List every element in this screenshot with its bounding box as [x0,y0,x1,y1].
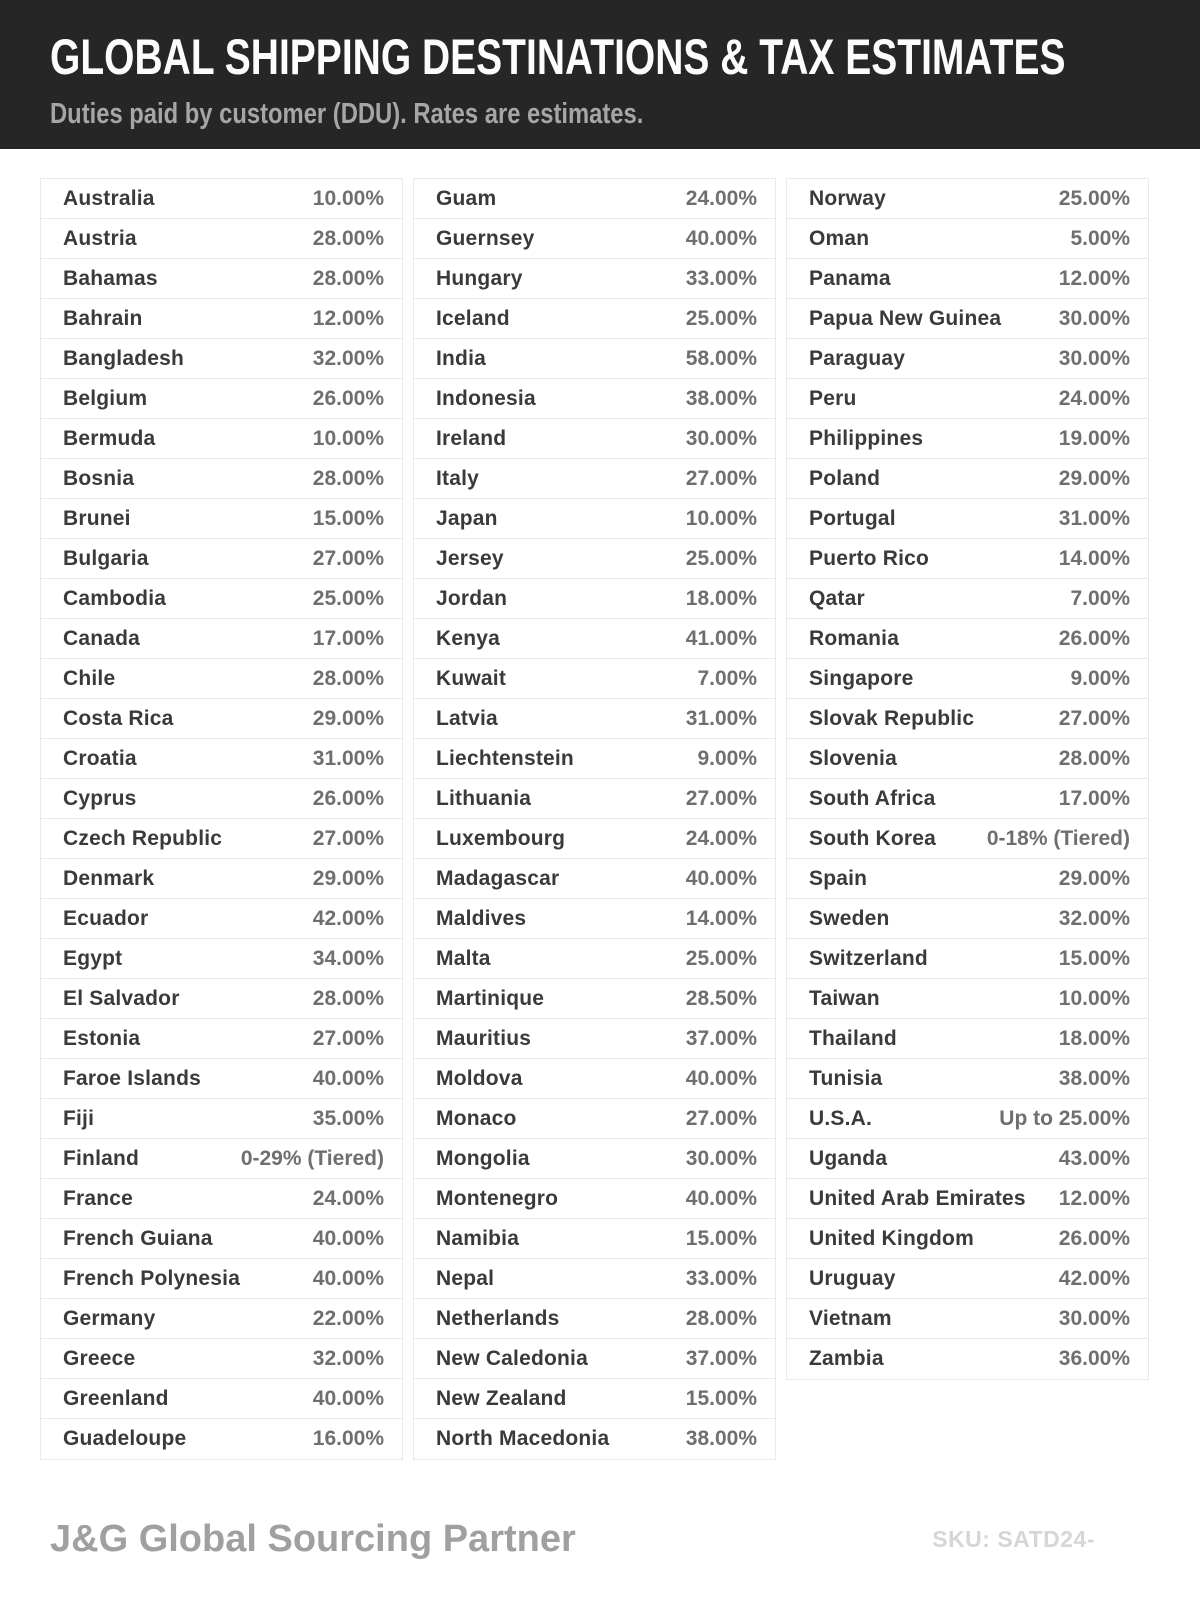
rate-value: 40.00% [685,1186,757,1210]
rate-row [787,1339,1148,1379]
rate-row [41,819,402,859]
country-name: Switzerland [809,946,928,970]
rate-row [414,1299,775,1339]
rate-row [41,1099,402,1139]
rate-value: 38.00% [685,1427,757,1450]
rate-value: 22.00% [312,1306,384,1330]
country-name: Cambodia [63,586,167,610]
rate-value: 15.00% [1058,946,1130,970]
country-name: Netherlands [436,1306,560,1330]
country-name: Liechtenstein [436,746,574,770]
brand-name: J&G Global Sourcing Partner [50,1518,576,1560]
rate-value: 30.00% [685,426,757,450]
rate-value: 58.00% [685,346,757,370]
country-name: Costa Rica [63,706,174,730]
country-name: Australia [63,186,155,210]
country-name: Jersey [436,546,504,570]
country-name: Namibia [436,1226,520,1250]
rate-value: 10.00% [312,426,384,450]
rate-row [41,779,402,819]
country-name: Fiji [63,1106,95,1130]
country-name: Guam [436,186,497,210]
rate-row [41,219,402,259]
rate-row [414,1219,775,1259]
rate-row [787,179,1148,219]
rate-row [41,579,402,619]
rate-value: 30.00% [685,1146,757,1170]
country-name: Slovenia [809,746,897,770]
header-banner [0,0,1200,149]
rate-row [414,1019,775,1059]
rate-value: 30.00% [1058,1306,1130,1330]
rate-row [414,499,775,539]
country-name: Ireland [436,426,507,450]
country-name: Brunei [63,506,131,530]
country-name: Bahamas [63,266,158,290]
rate-value: 27.00% [685,786,757,810]
rate-value: 25.00% [685,546,757,570]
rate-row [414,979,775,1019]
rate-value: 28.00% [312,266,384,290]
rate-row [787,1099,1148,1139]
rate-value: 29.00% [312,866,384,890]
country-name: Croatia [63,746,137,770]
country-name: Bosnia [63,466,135,490]
country-name: Faroe Islands [63,1066,201,1090]
rate-value: 26.00% [1058,626,1130,650]
rate-row [41,299,402,339]
country-name: Tunisia [809,1066,883,1090]
rate-row [787,1219,1148,1259]
country-name: North Macedonia [436,1427,610,1450]
rate-value: 25.00% [685,946,757,970]
rate-row [41,859,402,899]
rate-row [414,1259,775,1299]
country-name: Mauritius [436,1026,532,1050]
rate-row [41,499,402,539]
rate-row [787,659,1148,699]
rate-row [414,939,775,979]
rate-value: 32.00% [312,1346,384,1370]
rate-row [787,699,1148,739]
rate-row [787,1019,1148,1059]
rate-value: 28.00% [685,1306,757,1330]
country-name: United Kingdom [809,1226,974,1250]
country-name: Montenegro [436,1186,559,1210]
rate-row [787,339,1148,379]
rate-value: 34.00% [312,946,384,970]
rate-value: 25.00% [1058,186,1130,210]
country-name: Papua New Guinea [809,306,1002,330]
rate-value: 31.00% [685,706,757,730]
rate-value: 24.00% [312,1186,384,1210]
rate-value: 43.00% [1058,1146,1130,1170]
country-name: Paraguay [809,346,906,370]
country-name: United Arab Emirates [809,1186,1026,1210]
rate-row [414,899,775,939]
rate-row [41,1139,402,1179]
rate-value: 25.00% [312,586,384,610]
country-name: Romania [809,626,900,650]
rate-row [787,379,1148,419]
rate-row [414,859,775,899]
rate-value: 27.00% [685,1106,757,1130]
country-name: Spain [809,866,868,890]
rate-row [414,1339,775,1379]
rate-value: 27.00% [1058,706,1130,730]
country-name: Canada [63,626,141,650]
rate-value: 30.00% [1058,306,1130,330]
country-name: Monaco [436,1106,517,1130]
country-name: Taiwan [809,986,880,1010]
country-name: Chile [63,666,116,690]
rate-row [414,459,775,499]
rate-value: 29.00% [1058,466,1130,490]
country-name: India [436,346,487,370]
country-name: Kuwait [436,666,507,690]
rate-row [787,859,1148,899]
rate-row [41,739,402,779]
rate-value: 40.00% [312,1386,384,1410]
country-name: Ecuador [63,906,149,930]
rate-value: 24.00% [1058,386,1130,410]
rate-value: 28.00% [312,986,384,1010]
rate-row [787,779,1148,819]
rate-row [414,419,775,459]
rate-value: 29.00% [312,706,384,730]
country-name: French Polynesia [63,1266,241,1290]
rate-row [787,819,1148,859]
country-name: Jordan [436,586,508,610]
country-name: Lithuania [436,786,532,810]
rate-value: 30.00% [1058,346,1130,370]
rate-value: 24.00% [685,826,757,850]
rate-value: 40.00% [312,1066,384,1090]
rate-row [787,1299,1148,1339]
rate-row [41,1059,402,1099]
country-name: Japan [436,506,498,530]
rate-row [787,499,1148,539]
rate-value: 40.00% [685,1066,757,1090]
rate-row [787,739,1148,779]
country-name: Vietnam [809,1306,892,1330]
rate-value: 9.00% [697,746,757,770]
rate-row [787,579,1148,619]
rate-value: 7.00% [697,666,757,690]
rate-value: Up to 25.00% [999,1106,1130,1130]
rate-value: 37.00% [685,1346,757,1370]
rate-value: 31.00% [312,746,384,770]
footer [50,1518,1095,1561]
rate-row [41,1019,402,1059]
rate-value: 10.00% [685,506,757,530]
country-name: Bahrain [63,306,143,330]
rate-value: 0-29% (Tiered) [240,1146,384,1170]
rate-value: 28.00% [312,466,384,490]
country-name: Hungary [436,266,523,290]
country-name: New Caledonia [436,1346,588,1370]
country-name: Luxembourg [436,826,566,850]
rate-row [414,699,775,739]
country-name: Germany [63,1306,156,1330]
rate-row [787,1259,1148,1299]
rates-column-2 [413,178,776,1460]
country-name: Kenya [436,626,501,650]
rate-value: 24.00% [685,186,757,210]
rate-value: 38.00% [1058,1066,1130,1090]
rate-value: 12.00% [1058,266,1130,290]
rate-value: 40.00% [685,226,757,250]
country-name: Iceland [436,306,510,330]
country-name: Bulgaria [63,546,149,570]
rate-row [41,1379,402,1419]
rate-row [41,339,402,379]
rate-value: 42.00% [1058,1266,1130,1290]
country-name: Mongolia [436,1146,530,1170]
rate-row [414,1099,775,1139]
rate-value: 28.00% [312,226,384,250]
rate-row [41,259,402,299]
rate-row [414,339,775,379]
rate-row [41,619,402,659]
rate-row [414,739,775,779]
rate-value: 26.00% [312,786,384,810]
country-name: Puerto Rico [809,546,930,570]
country-name: Guadeloupe [63,1427,187,1450]
country-name: Portugal [809,506,896,530]
rate-row [41,1419,402,1459]
rate-value: 19.00% [1058,426,1130,450]
rate-row [414,179,775,219]
rate-value: 32.00% [312,346,384,370]
country-name: New Zealand [436,1386,567,1410]
rates-column-1 [40,178,403,1460]
rate-row [414,659,775,699]
rate-row [787,299,1148,339]
rate-row [41,899,402,939]
rate-row [41,939,402,979]
rate-value: 29.00% [1058,866,1130,890]
rate-value: 28.00% [1058,746,1130,770]
rate-value: 37.00% [685,1026,757,1050]
country-name: French Guiana [63,1226,213,1250]
rate-value: 35.00% [312,1106,384,1130]
rate-value: 12.00% [1058,1186,1130,1210]
rate-value: 0-18% (Tiered) [986,826,1130,850]
rate-row [787,979,1148,1019]
country-name: Peru [809,386,857,410]
rate-row [41,459,402,499]
country-name: Greece [63,1346,136,1370]
rate-row [41,979,402,1019]
rate-row [414,779,775,819]
rate-value: 7.00% [1070,586,1130,610]
country-name: U.S.A. [809,1106,873,1130]
page-subtitle: Duties paid by customer (DDU). Rates are estimates. [50,98,644,130]
country-name: Bangladesh [63,346,185,370]
rates-table [40,178,1150,1460]
country-name: Finland [63,1146,140,1170]
rate-value: 5.00% [1070,226,1130,250]
rate-value: 9.00% [1070,666,1130,690]
rate-row [414,1059,775,1099]
country-name: Estonia [63,1026,141,1050]
rate-row [414,1139,775,1179]
country-name: Zambia [809,1347,884,1370]
rate-row [787,259,1148,299]
rate-row [41,1259,402,1299]
rate-value: 32.00% [1058,906,1130,930]
rate-value: 26.00% [1058,1226,1130,1250]
rate-value: 27.00% [312,546,384,570]
rate-row [414,1379,775,1419]
sku-label: SKU: SATD24- [932,1526,1095,1552]
rate-value: 26.00% [312,386,384,410]
rate-value: 33.00% [685,1266,757,1290]
rate-row [414,819,775,859]
rate-row [41,659,402,699]
rate-value: 31.00% [1058,506,1130,530]
page-title: GLOBAL SHIPPING DESTINATIONS & TAX ESTIMATES [50,29,1066,85]
country-name: Oman [809,226,870,250]
rate-value: 10.00% [1058,986,1130,1010]
country-name: Moldova [436,1066,523,1090]
rate-row [41,419,402,459]
country-name: Norway [809,186,887,210]
country-name: Uruguay [809,1266,896,1290]
rate-row [787,899,1148,939]
rate-value: 18.00% [685,586,757,610]
rate-row [414,539,775,579]
country-name: Madagascar [436,866,560,890]
country-name: Slovak Republic [809,706,975,730]
rate-row [41,1179,402,1219]
rate-row [414,379,775,419]
rate-row [41,1219,402,1259]
rate-value: 15.00% [312,506,384,530]
country-name: Denmark [63,866,155,890]
country-name: Nepal [436,1266,495,1290]
country-name: Greenland [63,1386,169,1410]
rate-value: 27.00% [685,466,757,490]
country-name: Austria [63,226,137,250]
rate-value: 10.00% [312,186,384,210]
rate-value: 42.00% [312,906,384,930]
country-name: France [63,1186,134,1210]
country-name: Bermuda [63,426,156,450]
country-name: Sweden [809,906,890,930]
country-name: Malta [436,946,491,970]
rate-row [787,419,1148,459]
rate-value: 36.00% [1058,1347,1130,1370]
rate-value: 41.00% [685,626,757,650]
country-name: Egypt [63,946,123,970]
country-name: Czech Republic [63,826,223,850]
rate-value: 25.00% [685,306,757,330]
rate-row [787,459,1148,499]
country-name: Uganda [809,1146,888,1170]
rate-value: 27.00% [312,826,384,850]
rate-value: 17.00% [312,626,384,650]
rate-value: 38.00% [685,386,757,410]
country-name: Belgium [63,386,148,410]
rate-value: 40.00% [312,1226,384,1250]
country-name: Martinique [436,986,545,1010]
rate-value: 15.00% [685,1386,757,1410]
rate-value: 33.00% [685,266,757,290]
rate-row [414,1419,775,1459]
country-name: Qatar [809,586,865,610]
rate-row [414,259,775,299]
country-name: Poland [809,466,881,490]
rate-row [41,179,402,219]
country-name: Thailand [809,1026,897,1050]
country-name: Italy [436,466,480,490]
rates-column-3 [786,178,1149,1380]
rate-value: 40.00% [312,1266,384,1290]
rate-value: 15.00% [685,1226,757,1250]
country-name: Singapore [809,666,914,690]
rate-row [41,699,402,739]
rate-value: 12.00% [312,306,384,330]
country-name: Maldives [436,906,527,930]
rate-row [414,219,775,259]
country-name: El Salvador [63,986,180,1010]
country-name: Indonesia [436,386,536,410]
country-name: Philippines [809,426,924,450]
rate-row [787,1139,1148,1179]
rate-value: 27.00% [312,1026,384,1050]
rate-row [414,299,775,339]
rate-value: 16.00% [312,1427,384,1450]
rate-value: 14.00% [1058,546,1130,570]
rate-value: 28.00% [312,666,384,690]
rate-row [787,539,1148,579]
rate-row [41,1339,402,1379]
rate-row [787,219,1148,259]
country-name: South Korea [809,826,937,850]
country-name: Latvia [436,706,498,730]
rate-row [414,1179,775,1219]
rate-row [414,579,775,619]
country-name: Cyprus [63,786,137,810]
rate-value: 40.00% [685,866,757,890]
rate-row [414,619,775,659]
rate-row [787,619,1148,659]
rate-value: 17.00% [1058,786,1130,810]
rate-value: 28.50% [685,986,757,1010]
rate-row [787,1179,1148,1219]
country-name: Panama [809,266,891,290]
rate-row [41,539,402,579]
country-name: South Africa [809,786,936,810]
rate-value: 14.00% [685,906,757,930]
rate-row [41,1299,402,1339]
rate-row [787,1059,1148,1099]
rate-row [787,939,1148,979]
country-name: Guernsey [436,226,535,250]
rate-row [41,379,402,419]
rate-value: 18.00% [1058,1026,1130,1050]
